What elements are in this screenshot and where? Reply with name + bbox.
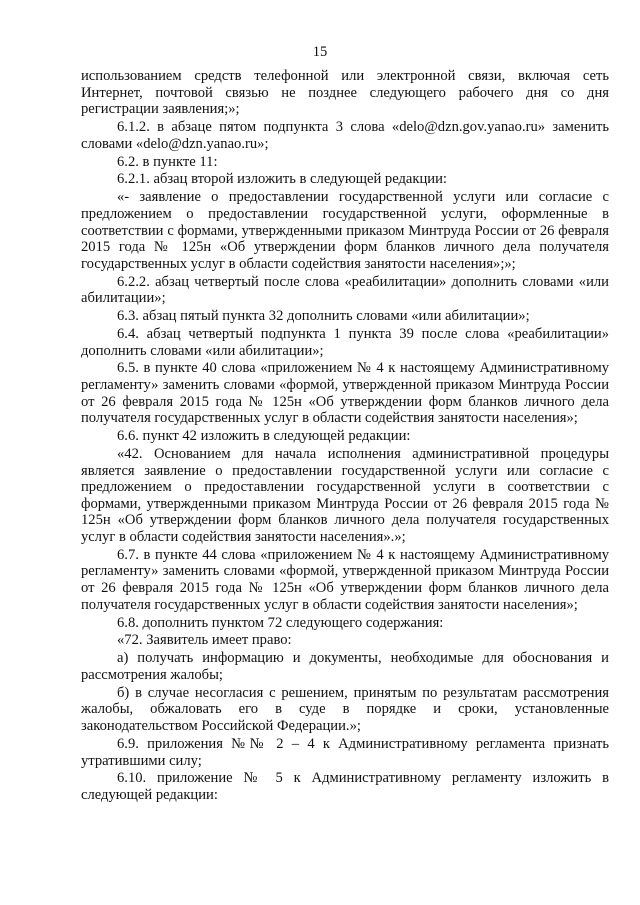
paragraph: 6.4. абзац четвертый подпункта 1 пункта 39 после слова «реабилитации» дополнить словами «или абилитации»; (81, 325, 609, 359)
paragraph: использованием средств телефонной или электронной связи, включая сеть Интернет, почтовой связью не позднее следующего рабочего дня со дня регистрации заявления;»; (81, 68, 609, 118)
paragraph: 6.2.2. абзац четвертый после слова «реабилитации» дополнить словами «или абилитации»; (81, 273, 609, 307)
paragraph: 6.2. в пункте 11: (117, 153, 218, 170)
paragraph: 6.6. пункт 42 изложить в следующей редакции: (117, 428, 411, 445)
page-number: 15 (312, 44, 328, 60)
paragraph: 6.9. приложения №№ 2 – 4 к Административному регламента признать утратившими силу; (81, 735, 609, 769)
paragraph: 6.5. в пункте 40 слова «приложением № 4 к настоящему Административному регламенту» заменить словами «формой, утвержденной приказом Минтруда России от 26 февраля 2015 года № 125н «Об утверждении форм бланков личного дела получателя государственных услуг в области содействия занятости населения»; (81, 360, 609, 427)
paragraph: «- заявление о предоставлении государственной услуги или согласие с предложением о предоставлении государственной услуги, оформленные в соответствии с формами, утвержденными приказом Минтруда России от 26 февраля 2015 года № 125н «Об утверждении форм бланков личного дела получателя государственных услуг в области содействия занятости населения»;»; (81, 189, 609, 272)
paragraph: 6.10. приложение № 5 к Административному регламенту изложить в следующей редакции: (81, 770, 609, 803)
paragraph: а) получать информацию и документы, необходимые для обоснования и рассмотрения жалобы; (81, 650, 609, 683)
paragraph: 6.8. дополнить пунктом 72 следующего содержания: (117, 614, 444, 631)
paragraph: «42. Основанием для начала исполнения административной процедуры является заявление о предоставлении государственной услуги или согласие с предложением о предоставлении государственной услуги в соответствии с формами, утвержденными приказом Минтруда России от 26 февраля 2015 года № 125н «Об утверждении форм бланков личного дела получателя государственных услуг в области содействия занятости населения».»; (81, 446, 609, 545)
paragraph: 6.1.2. в абзаце пятом подпункта 3 слова «delo@dzn.gov.yanao.ru» заменить словами «delo@dzn.yanao.ru»; (81, 119, 609, 152)
paragraph: 6.3. абзац пятый пункта 32 дополнить словами «или абилитации»; (117, 308, 530, 325)
paragraph: б) в случае несогласия с решением, принятым по результатам рассмотрения жалобы, обжаловать его в суде в порядке и сроки, установленные законодательством Российской Федерации.»; (81, 684, 609, 735)
paragraph: 6.7. в пункте 44 слова «приложением № 4 к настоящему Административному регламенту» заменить словами «формой, утвержденной приказом Минтруда России от 26 февраля 2015 года № 125н «Об утверждении форм бланков личного дела получателя государственных услуг в области содействия занятости населения»; (81, 546, 609, 613)
paragraph: «72. Заявитель имеет право: (117, 632, 292, 649)
document-body (81, 68, 609, 805)
paragraph: 6.2.1. абзац второй изложить в следующей редакции: (117, 171, 447, 188)
